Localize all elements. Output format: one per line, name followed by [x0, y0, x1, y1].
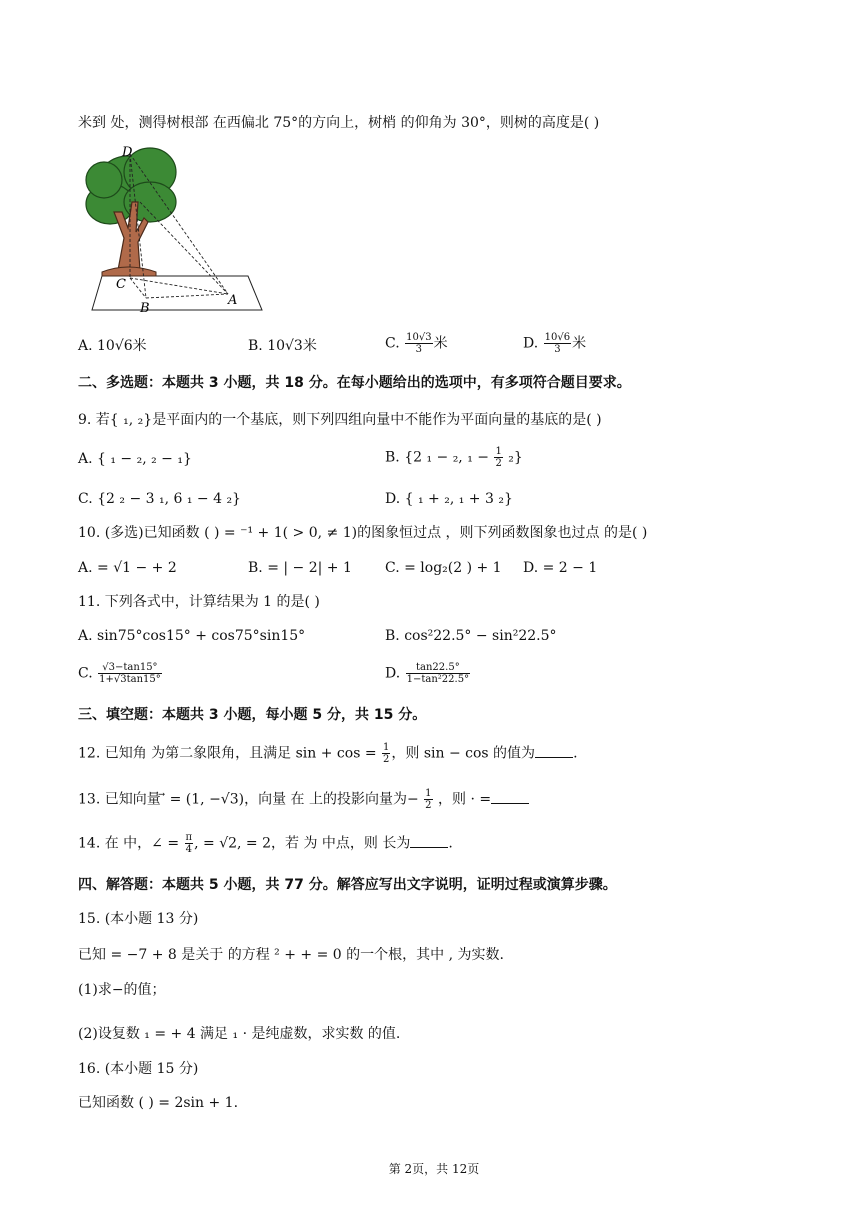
q8-d-suffix: 米 [572, 335, 587, 352]
q14-suffix: , = √2, = 2，若 为 中点，则 长为 [194, 835, 411, 852]
page-footer: 第 2页，共 12页 [388, 1162, 480, 1176]
q8-option-d[interactable] [523, 332, 586, 355]
q9-option-c[interactable]: C. {2 ₂ − 3 ₁, 6 ₁ − 4 ₂} [78, 491, 241, 507]
q13-prefix: 13. 已知向量 ⃗ = (1, −√3)，向量 在 上的投影向量为− [78, 791, 419, 808]
q8-d-fraction: $\frac{10√6}{3}$ [544, 332, 571, 355]
label-d: D [122, 145, 133, 160]
q16-title: 16. (本小题 15 分) [78, 1061, 199, 1077]
q8-stem: 米到 处，测得树根部 在西偏北 75°的方向上，树梢 的仰角为 30°，则树的高度是( ) [78, 115, 600, 131]
q9-b-prefix: B. {2 ₁ − ₂, ₁ − [385, 449, 490, 466]
q14-prefix: 14. 在 中，∠ = [78, 835, 180, 852]
q9-option-a[interactable]: A. { ₁ − ₂, ₂ − ₁} [78, 451, 192, 467]
q12-prefix: 12. 已知角 为第二象限角，且满足 sin + cos = [78, 745, 377, 762]
q11-d-fraction: $\frac{\tan 22.5^\circ}{\text{1−tan²22.5°}}$ [406, 662, 470, 685]
q9-b-fraction: $\frac{1}{2}$ [495, 446, 502, 469]
q10-option-c[interactable]: C. = log₂(2 ) + 1 [385, 560, 502, 576]
q8-option-a[interactable]: A. 10√6米 [78, 338, 147, 354]
q11-option-d[interactable] [385, 662, 471, 685]
q11-d-prefix: D. [385, 665, 401, 682]
q12-suffix: ，则 sin − cos 的值为 [391, 745, 536, 762]
q9-stem: 9. 若{ ₁, ₂}是平面内的一个基底，则下列四组向量中不能作为平面向量的基底的是( ) [78, 412, 602, 428]
q10-option-b[interactable]: B. = | − 2| + 1 [248, 560, 352, 576]
q11-option-c[interactable] [78, 662, 163, 685]
q9-option-b[interactable] [385, 446, 523, 469]
q9-option-d[interactable]: D. { ₁ + ₂, ₁ + 3 ₂} [385, 491, 513, 507]
q15-title: 15. (本小题 13 分) [78, 911, 199, 927]
q8-option-c[interactable] [385, 332, 448, 355]
q11-stem: 11. 下列各式中，计算结果为 1 的是( ) [78, 594, 320, 610]
label-b: B [140, 301, 150, 316]
q13-fraction: $\frac{1}{2}$ [425, 788, 432, 811]
q13 [78, 788, 529, 811]
q15-part-2: (2)设复数 ₁ = + 4 满足 ₁ · 是纯虚数，求实数 的值. [78, 1026, 401, 1042]
q8-option-b[interactable]: B. 10√3米 [248, 338, 317, 354]
q8-d-prefix: D. [523, 335, 539, 352]
q8-c-suffix: 米 [433, 335, 448, 352]
q11-option-b[interactable]: B. cos²22.5° − sin²22.5° [385, 628, 557, 644]
q13-answer-blank[interactable] [491, 789, 529, 804]
q8-c-prefix: C. [385, 335, 400, 352]
q11-c-fraction: $\frac{√3-\tan 15^\circ}{1+√3\tan 15^\circ}$ [99, 662, 161, 685]
label-a: A [228, 293, 238, 308]
q10-option-d[interactable]: D. = 2 − 1 [523, 560, 598, 576]
label-c: C [116, 277, 126, 292]
q16-stem: 已知函数 ( ) = 2sin + 1. [78, 1095, 239, 1111]
q15-part-1: (1)求−的值； [78, 982, 166, 998]
q12-fraction: $\frac{1}{2}$ [383, 742, 390, 765]
q14-answer-blank[interactable] [410, 833, 448, 848]
section-2-heading: 二、多选题：本题共 3 小题，共 18 分。在每小题给出的选项中，有多项符合题目要求。 [78, 375, 631, 391]
section-3-heading: 三、填空题：本题共 3 小题，每小题 5 分，共 15 分。 [78, 707, 427, 723]
q14 [78, 832, 453, 855]
section-4-heading: 四、解答题：本题共 5 小题，共 77 分。解答应写出文字说明，证明过程或演算步骤。 [78, 877, 617, 893]
q12 [78, 742, 578, 765]
tree-figure [80, 142, 270, 317]
q13-suffix: ，则 · = [433, 791, 492, 808]
q10-stem: 10. (多选)已知函数 ( ) = ⁻¹ + 1( > 0, ≠ 1)的图象恒过点 ，则下列函数图象也过点 的是( ) [78, 525, 648, 541]
q14-fraction: $\frac{\pi}{4}$ [185, 832, 193, 855]
q10-option-a[interactable]: A. = √1 − + 2 [78, 560, 177, 576]
q9-b-suffix: ₂} [503, 449, 523, 466]
q8-c-fraction: $\frac{10√3}{3}$ [406, 332, 432, 355]
q12-end: . [573, 745, 578, 762]
q11-c-prefix: C. [78, 665, 93, 682]
q15-stem: 已知 = −7 + 8 是关于 的方程 ² + + = 0 的一个根，其中 , 为实数. [78, 947, 504, 963]
q11-option-a[interactable]: A. sin75°cos15° + cos75°sin15° [78, 628, 306, 644]
q12-answer-blank[interactable] [535, 743, 573, 758]
q14-end: . [448, 835, 453, 852]
